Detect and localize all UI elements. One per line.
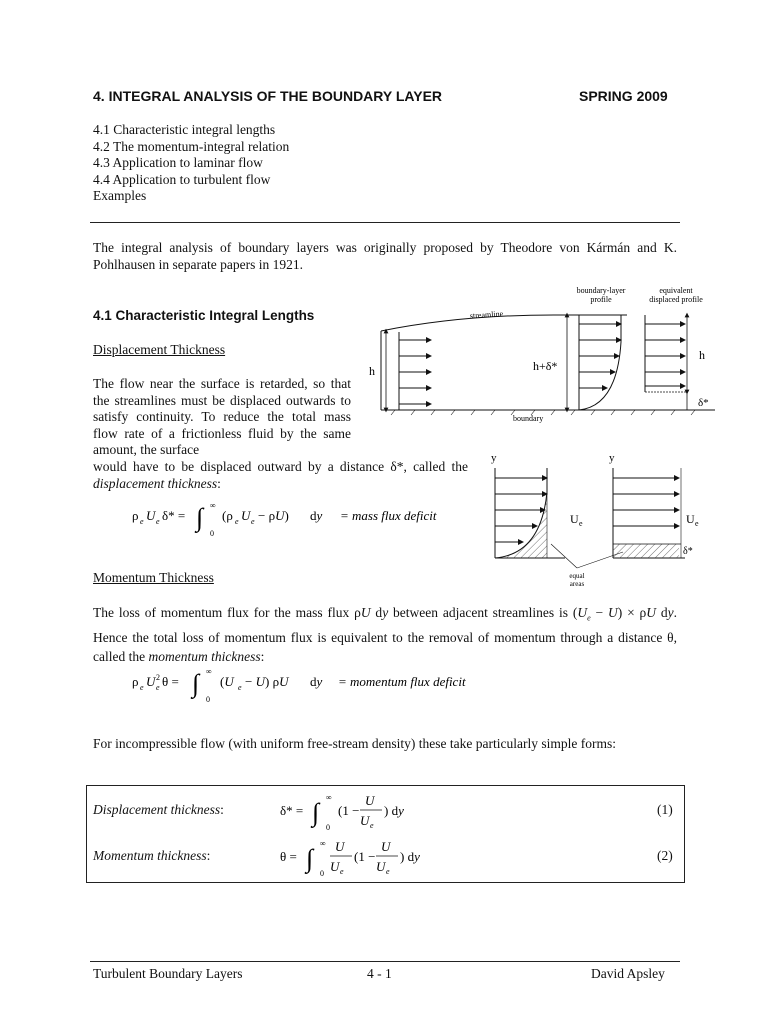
svg-text:ρ: ρ	[132, 674, 139, 689]
svg-text:) dy: ) dy	[384, 803, 404, 818]
toc-item: 4.1 Characteristic integral lengths	[93, 122, 276, 137]
svg-text:e: e	[235, 517, 239, 526]
displacement-paragraph-cont: would have to be displaced outward by a distance δ*, called the displacement thickness:	[93, 459, 468, 491]
h-label: h	[369, 364, 375, 378]
svg-text:e: e	[386, 867, 390, 876]
svg-text:δ* =: δ* =	[162, 508, 186, 523]
toc-item: 4.3 Application to laminar flow	[93, 155, 263, 170]
delta-star-label: δ*	[683, 546, 693, 557]
eq2-formula	[278, 834, 478, 883]
svg-text:θ =: θ =	[162, 674, 179, 689]
svg-text:e: e	[251, 517, 255, 526]
divider	[90, 222, 680, 223]
incompressible-paragraph: For incompressible flow (with uniform free-stream density) these take particularly simple forms:	[93, 736, 616, 751]
svg-text:) dy: ) dy	[400, 849, 420, 864]
svg-text:∫: ∫	[312, 798, 320, 827]
equal-areas-label: equal	[569, 572, 585, 580]
chapter-title: 4. INTEGRAL ANALYSIS OF THE BOUNDARY LAYER	[93, 88, 443, 104]
svg-text:∞: ∞	[206, 667, 212, 676]
term-label: SPRING 2009	[579, 88, 668, 104]
momentum-heading: Momentum Thickness	[93, 570, 214, 585]
svg-text:δ* =: δ* =	[280, 803, 304, 818]
svg-text:U: U	[376, 859, 386, 874]
svg-text:∞: ∞	[326, 793, 332, 802]
svg-text:U: U	[335, 839, 345, 854]
svg-text:∫: ∫	[192, 669, 200, 698]
eq1-label: Displacement thickness:	[93, 802, 224, 817]
svg-text:(1 −: (1 −	[354, 849, 376, 864]
svg-text:− ρU): − ρU)	[258, 508, 289, 523]
ue-label: U	[686, 512, 695, 526]
table-of-contents	[93, 122, 289, 205]
equal-areas-label: areas	[569, 580, 585, 588]
eq2-number: (2)	[657, 848, 673, 863]
toc-item: Examples	[93, 188, 147, 203]
svg-text:e: e	[238, 683, 242, 692]
y-axis-label: y	[491, 452, 497, 464]
footer-author: David Apsley	[591, 966, 665, 981]
ue-subscript: e	[579, 519, 583, 528]
svg-text:∞: ∞	[210, 501, 216, 510]
bl-profile-label: profile	[590, 295, 612, 304]
page-number: 4 - 1	[367, 966, 392, 981]
svg-text:2: 2	[156, 673, 160, 682]
svg-text:U: U	[146, 674, 156, 689]
eq1-number: (1)	[657, 802, 673, 817]
toc-item: 4.2 The momentum-integral relation	[93, 138, 290, 154]
svg-text:U: U	[360, 813, 370, 828]
displacement-paragraph: The flow near the surface is retarded, so that the streamlines must be displaced outwards to satisfy continuity. To reduce the total mass flow rate of a frictionless fluid by the same amount, the surface	[93, 376, 351, 457]
displacement-heading: Displacement Thickness	[93, 342, 226, 357]
svg-text:ρ: ρ	[132, 508, 139, 523]
footer-left: Turbulent Boundary Layers	[93, 966, 243, 981]
svg-text:∫: ∫	[306, 844, 314, 873]
svg-text:U: U	[146, 508, 156, 523]
svg-text:U: U	[365, 793, 375, 808]
svg-text:∫: ∫	[196, 503, 204, 532]
streamline-label: streamline	[469, 309, 504, 321]
displacement-equation-rhs: = mass flux deficit	[340, 508, 437, 523]
h-plus-delta-label: h+δ*	[533, 359, 558, 373]
svg-text:− U) ρU: − U) ρU	[245, 674, 289, 689]
eq1-formula	[278, 788, 478, 837]
intro-paragraph: The integral analysis of boundary layers was originally proposed by Theodore von Kármán and K. Pohlhausen in separate papers in 1921.	[93, 240, 677, 272]
svg-text:e: e	[140, 683, 144, 692]
svg-text:U: U	[241, 508, 251, 523]
delta-star-label: δ*	[698, 397, 709, 409]
momentum-equation	[132, 666, 512, 712]
h-label: h	[699, 348, 705, 362]
svg-text:0: 0	[206, 695, 210, 704]
momentum-equation-rhs: = momentum flux deficit	[338, 674, 466, 689]
y-axis-label: y	[609, 452, 615, 464]
bl-profile-label: boundary-layer	[576, 286, 626, 295]
svg-text:(ρ: (ρ	[222, 508, 233, 523]
svg-text:∞: ∞	[320, 839, 326, 848]
svg-text:U: U	[381, 839, 391, 854]
svg-text:dy: dy	[310, 674, 323, 689]
toc-item: 4.4 Application to turbulent flow	[93, 171, 271, 187]
ue-subscript: e	[695, 519, 699, 528]
svg-text:(U: (U	[220, 674, 234, 689]
ue-label: U	[570, 512, 579, 526]
svg-text:0: 0	[320, 869, 324, 878]
eq-profile-label: displaced profile	[649, 295, 703, 304]
momentum-paragraph: The loss of momentum flux for the mass flux ρU dy between adjacent streamlines is $(U_e - U) \times \rho U$ dy. Hence the total loss of momentum flux is equivalent to the removal of momentum through a distance θ, called the momentum thickness:	[93, 605, 678, 664]
svg-text:U: U	[330, 859, 340, 874]
svg-text:(1 −: (1 −	[338, 803, 360, 818]
eq2-label: Momentum thickness:	[93, 848, 211, 863]
svg-text:0: 0	[326, 823, 330, 832]
svg-text:e: e	[140, 517, 144, 526]
svg-text:dy: dy	[310, 508, 323, 523]
svg-text:e: e	[340, 867, 344, 876]
eq-profile-label: equivalent	[659, 286, 693, 295]
svg-text:θ =: θ =	[280, 849, 297, 864]
boundary-label: boundary	[513, 414, 544, 423]
svg-text:e: e	[156, 517, 160, 526]
svg-text:e: e	[370, 821, 374, 830]
section-heading: 4.1 Characteristic Integral Lengths	[93, 308, 315, 323]
boundary-layer-figure	[365, 282, 715, 592]
svg-text:e: e	[156, 683, 160, 692]
footer-divider	[90, 961, 680, 962]
svg-text:0: 0	[210, 529, 214, 538]
